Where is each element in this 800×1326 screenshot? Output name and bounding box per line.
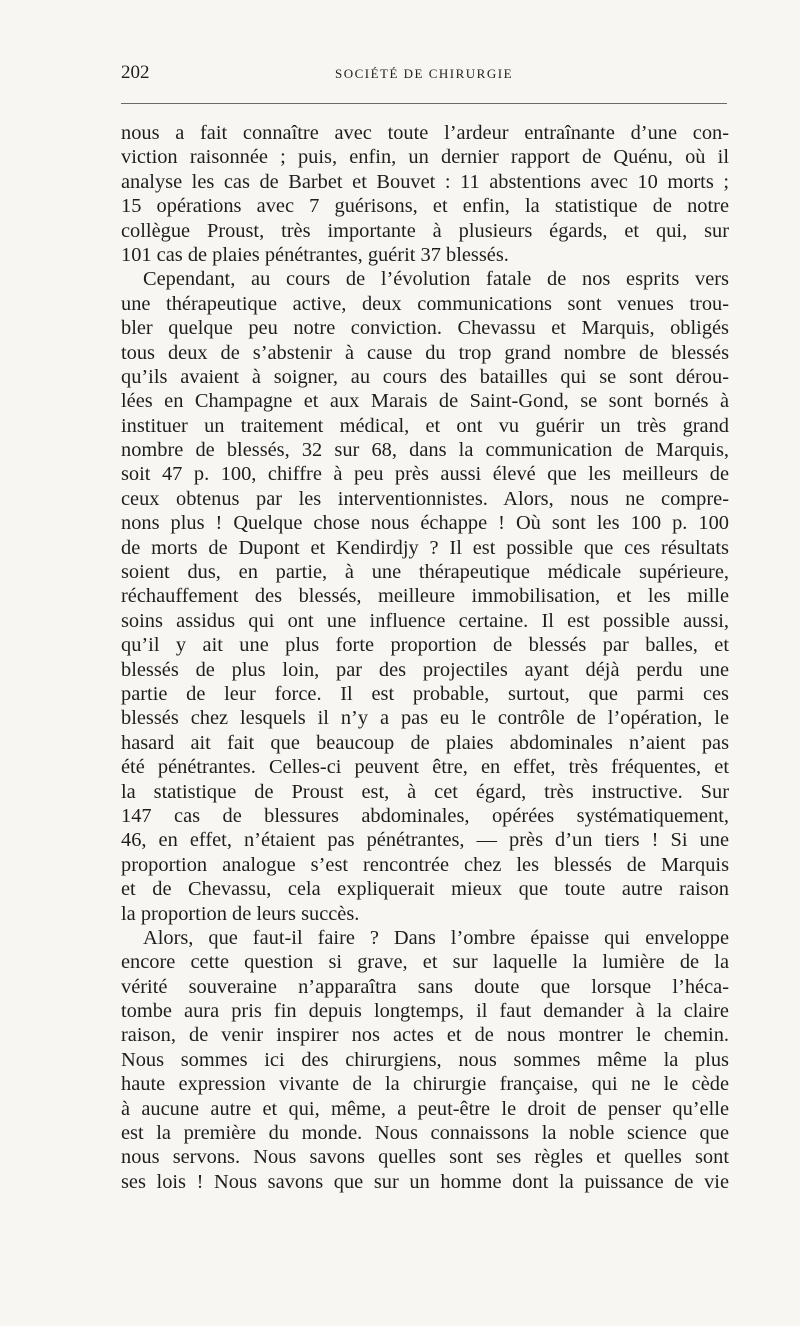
text-line: instituer un traitement médical, et ont vu guérir un très grand	[121, 414, 729, 437]
text-line: est la première du monde. Nous connaissons la noble science que	[121, 1122, 729, 1145]
text-line: qu’il y ait une plus forte proportion de blessés par balles, et	[121, 634, 729, 657]
text-line: été pénétrantes. Celles-ci peuvent être, en effet, très fréquentes, et	[121, 756, 729, 779]
text-line: 147 cas de blessures abdominales, opérées systématiquement,	[121, 804, 729, 827]
text-line: blessés de plus loin, par des projectiles ayant déjà perdu une	[121, 658, 729, 681]
text-line: encore cette question si grave, et sur laquelle la lumière de la	[121, 951, 729, 974]
text-line: la proportion de leurs succès.	[121, 902, 360, 925]
text-line: hasard ait fait que beaucoup de plaies abdominales n’aient pas	[121, 731, 729, 754]
text-line: collègue Proust, très importante à plusieurs égards, et qui, sur	[121, 219, 729, 242]
text-line: nous servons. Nous savons quelles sont ses règles et quelles sont	[121, 1146, 729, 1169]
text-line: analyse les cas de Barbet et Bouvet : 11 abstentions avec 10 morts ;	[121, 170, 729, 193]
text-line: partie de leur force. Il est probable, surtout, que parmi ces	[121, 682, 729, 705]
text-line: soit 47 p. 100, chiffre à peu près aussi élevé que les meilleurs de	[121, 463, 729, 486]
text-line: ceux obtenus par les interventionnistes. Alors, nous ne compre-	[121, 487, 729, 510]
text-line: de morts de Dupont et Kendirdjy ? Il est possible que ces résultats	[121, 536, 729, 559]
text-line: bler quelque peu notre conviction. Chevassu et Marquis, obligés	[121, 317, 729, 340]
text-line: vérité souveraine n’apparaîtra sans doute que lorsque l’héca-	[121, 975, 729, 998]
text-line: 101 cas de plaies pénétrantes, guérit 37 blessés.	[121, 243, 509, 266]
text-line: une thérapeutique active, deux communications sont venues trou-	[121, 292, 729, 315]
text-line: nons plus ! Quelque chose nous échappe ! Où sont les 100 p. 100	[121, 512, 729, 535]
text-line: 46, en effet, n’étaient pas pénétrantes, — près d’un tiers ! Si une	[121, 829, 729, 852]
text-line: viction raisonnée ; puis, enfin, un dernier rapport de Quénu, où il	[121, 146, 729, 169]
text-line: tous deux de s’abstenir à cause du trop grand nombre de blessés	[121, 341, 729, 364]
page-header	[121, 62, 727, 92]
body-text	[121, 121, 729, 1194]
text-line: réchauffement des blessés, meilleure immobilisation, et les mille	[121, 585, 729, 608]
text-line: soient dus, en partie, à une thérapeutique médicale supérieure,	[121, 561, 729, 584]
header-rule	[121, 103, 727, 104]
text-line: et de Chevassu, cela expliquerait mieux que toute autre raison	[121, 878, 729, 901]
text-line: nous a fait connaître avec toute l’ardeur entraînante d’une con-	[121, 122, 729, 144]
text-line: Cependant, au cours de l’évolution fatale de nos esprits vers	[143, 268, 729, 291]
text-line: tombe aura pris fin depuis longtemps, il faut demander à la claire	[121, 1000, 729, 1023]
text-line: proportion analogue s’est rencontrée chez les blessés de Marquis	[121, 853, 729, 876]
text-line: Alors, que faut-il faire ? Dans l’ombre épaisse qui enveloppe	[143, 926, 729, 949]
text-line: qu’ils avaient à soigner, au cours des batailles qui se sont dérou-	[121, 365, 729, 388]
text-line: blessés chez lesquels il n’y a pas eu le contrôle de l’opération, le	[121, 707, 729, 730]
running-head: SOCIÉTÉ DE CHIRURGIE	[334, 66, 514, 81]
text-line: soins assidus qui ont une influence certaine. Il est possible aussi,	[121, 609, 729, 632]
page-number: 202	[121, 62, 150, 83]
text-line: lées en Champagne et aux Marais de Saint-Gond, se sont bornés à	[121, 390, 729, 413]
text-line: 15 opérations avec 7 guérisons, et enfin, la statistique de notre	[121, 195, 729, 218]
text-line: la statistique de Proust est, à cet égard, très instructive. Sur	[121, 780, 729, 803]
text-line: ses lois ! Nous savons que sur un homme dont la puissance de vie	[121, 1170, 729, 1193]
text-line: Nous sommes ici des chirurgiens, nous sommes même la plus	[121, 1048, 729, 1071]
text-line: raison, de venir inspirer nos actes et de nous montrer le chemin.	[121, 1024, 729, 1047]
text-line: haute expression vivante de la chirurgie française, qui ne le cède	[121, 1073, 729, 1096]
paragraph	[121, 267, 729, 926]
paragraph	[121, 121, 729, 267]
text-line: nombre de blessés, 32 sur 68, dans la communication de Marquis,	[121, 439, 729, 462]
paragraph	[121, 926, 729, 1194]
text-line: à aucune autre et qui, même, a peut-être le droit de penser qu’elle	[121, 1097, 729, 1120]
